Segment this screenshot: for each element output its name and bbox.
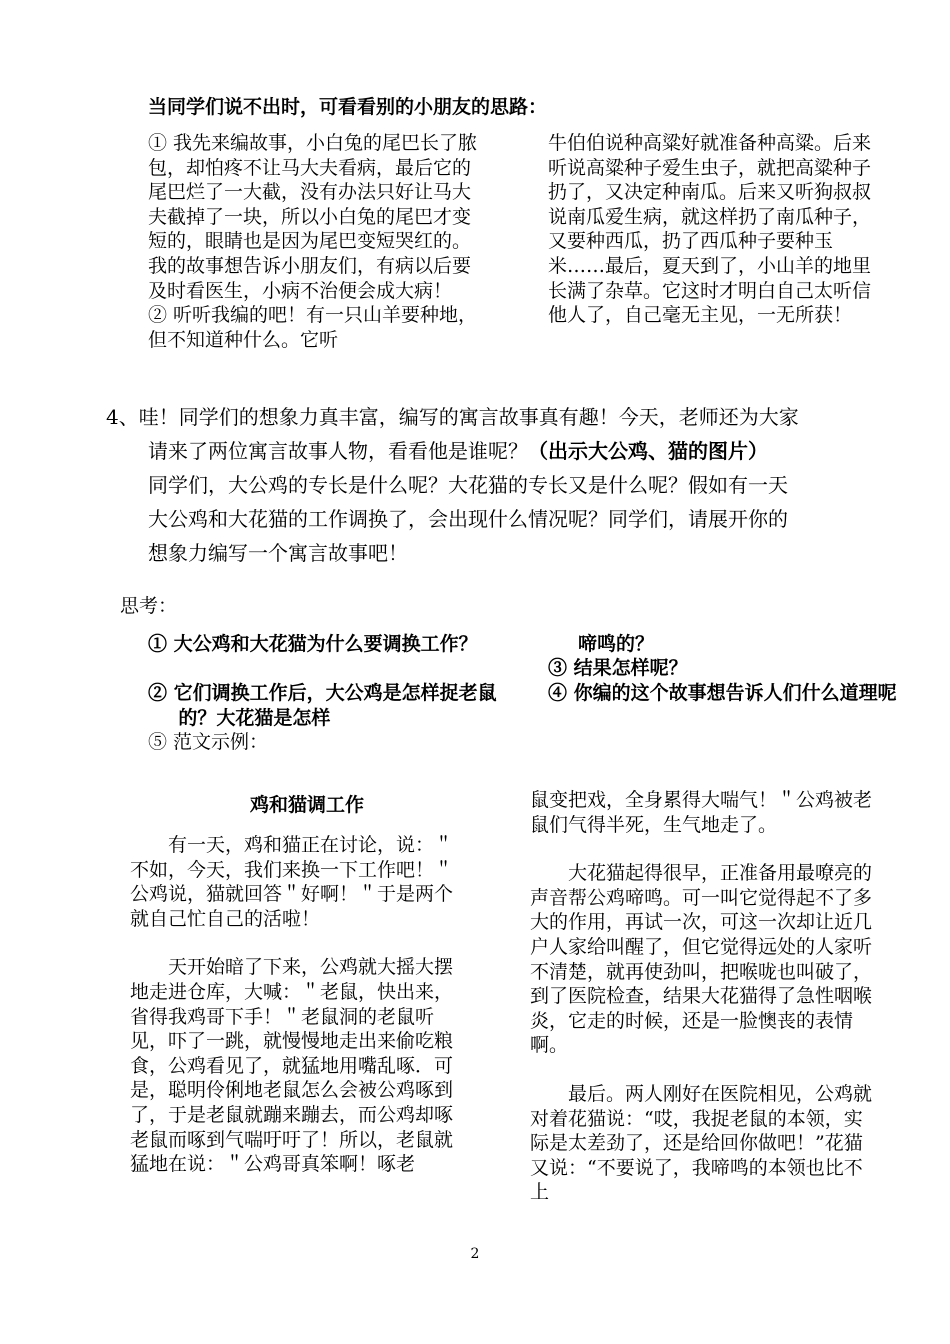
question-4: ④ 你编的这个故事想告诉人们什么道理呢 <box>548 682 897 704</box>
question-3: ③ 结果怎样呢？ <box>548 657 688 679</box>
show-pictures-note: （出示大公鸡、猫的图片） <box>528 439 768 463</box>
section-4-line-1: 4、哇！同学们的想象力真丰富，编写的寓言故事真有趣！今天，老师还为大家 <box>106 405 799 429</box>
intro-heading: 当同学们说不出时，可看看别的小朋友的思路： <box>148 96 548 118</box>
think-label: 思考： <box>120 595 178 617</box>
example-column-left: ① 我先来编故事，小白兔的尾巴长了脓包，却怕疼不让马大夫看病，最后它的尾巴烂了一大截，没有办法只好让马大夫截掉了一块，所以小白兔的尾巴才变短的，眼睛也是因为尾巴变短哭红的。我的故事想告诉小朋友们，有病以后要及时看医生，小病不治便会成大病！ ② 听听我编的吧！有一只山羊要种地，但不知道种什么。它听 <box>148 132 478 351</box>
essay-column-right <box>530 788 875 1205</box>
essay-paragraph-2-continued: 鼠变把戏，全身累得大喘气！＂公鸡被老鼠们气得半死，生气地走了。 <box>530 789 873 836</box>
essay-paragraph-4: 最后。两人刚好在医院相见，公鸡就对着花猫说：“哎，我捉老鼠的本领，实际是太差劲了，还是给回你做吧！”花猫又说：“不要说了，我啼鸣的本领也比不上 <box>530 1082 873 1204</box>
essay-paragraph-1: 有一天，鸡和猫正在讨论，说：＂不如，今天，我们来换一下工作吧！＂公鸡说，猫就回答＂好啊！＂于是两个就自己忙自己的活啦！ <box>130 834 454 930</box>
question-2: ② 它们调换工作后，大公鸡是怎样捉老鼠的？大花猫是怎样 <box>148 682 497 729</box>
question-5: ⑤ 范文示例： <box>148 731 269 753</box>
question-1: ① 大公鸡和大花猫为什么要调换工作？ <box>148 633 478 655</box>
essay-column-left <box>130 833 470 1177</box>
section-4 <box>106 400 896 570</box>
section-4-line-4: 大公鸡和大花猫的工作调换了，会出现什么情况呢？同学们，请展开你的 <box>148 507 788 531</box>
example-column-right: 牛伯伯说种高粱好就准备种高粱。后来听说高粱种子爱生虫子，就把高粱种子扔了，又决定种南瓜。后来又听狗叔叔说南瓜爱生病，就这样扔了南瓜种子，又要种西瓜，扔了西瓜种子要种玉米……最后，夏天到了，小山羊的地里长满了杂草。它这时才明白自己太听信他人了，自己毫无主见，一无所获！ <box>548 132 872 327</box>
section-4-line-5: 想象力编写一个寓言故事吧！ <box>148 541 408 565</box>
section-4-line-2-text: 请来了两位寓言故事人物，看看他是谁呢？ <box>148 439 528 463</box>
section-4-line-3: 同学们，大公鸡的专长是什么呢？大花猫的专长又是什么呢？假如有一天 <box>148 473 788 497</box>
question-2-continued: 啼鸣的？ <box>578 633 655 655</box>
page-number: 2 <box>470 1246 480 1262</box>
essay-title: 鸡和猫调工作 <box>250 794 365 816</box>
section-4-line-2 <box>106 434 896 468</box>
essay-paragraph-3: 大花猫起得很早，正准备用最嘹亮的声音帮公鸡啼鸣。可一叫它觉得起不了多大的作用，再试一次，可这一次却让近几户人家给叫醒了，但它觉得远处的人家听不清楚，就再使劲叫，把喉咙也叫破了，到了医院检查，结果大花猫得了急性咽喉炎，它走的时候，还是一脸懊丧的表情啊。 <box>530 862 873 1057</box>
essay-paragraph-2: 天开始暗了下来，公鸡就大摇大摆地走进仓库，大喊：＂老鼠，快出来，省得我鸡哥下手！＂老鼠洞的老鼠听见，吓了一跳，就慢慢地走出来偷吃粮食，公鸡看见了，就猛地用嘴乱啄．可是，聪明伶俐地老鼠怎么会被公鸡啄到了，于是老鼠就蹦来蹦去，而公鸡却啄老鼠而啄到气喘吁吁了！所以，老鼠就猛地在说：＂公鸡哥真笨啊！啄老 <box>130 956 454 1176</box>
